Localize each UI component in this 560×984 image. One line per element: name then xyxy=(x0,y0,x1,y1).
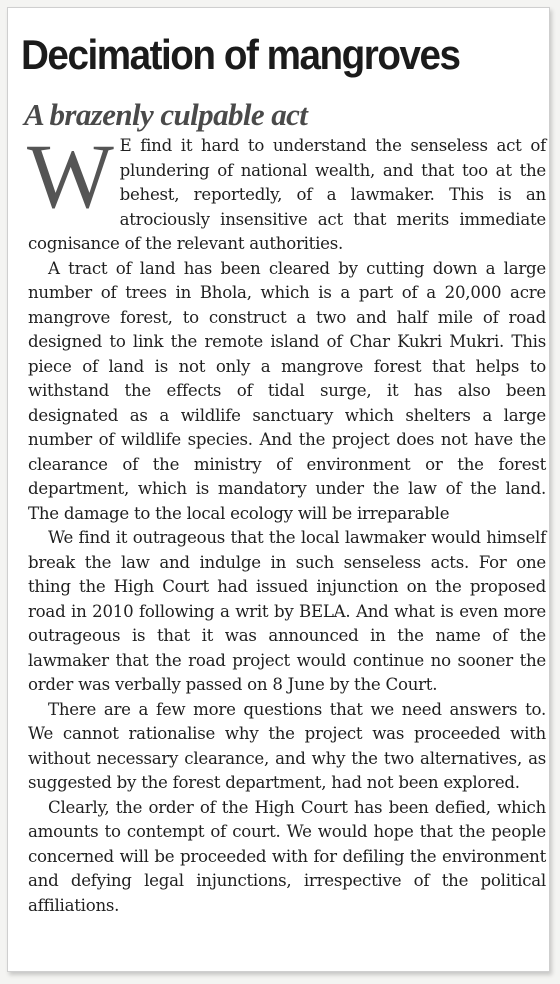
lead-in: E xyxy=(119,136,132,155)
paragraph-1-text: find it hard to understand the senseless act of plundering of national wealth, and that too at the behest, reportedly, of a lawmaker. This is an atrociously insensitive act that merits immediate cognisance of the relevant authorities. xyxy=(28,136,546,253)
headline: Decimation of mangroves xyxy=(21,31,460,78)
drop-cap: W xyxy=(27,125,114,227)
editorial-clipping xyxy=(7,7,550,972)
subheadline: A brazenly culpable act xyxy=(24,97,308,132)
article-body xyxy=(27,125,546,918)
paragraph-5: Clearly, the order of the High Court has been defied, which amounts to contempt of court. We would hope that the people concerned will be proceeded with for defiling the environment and defying legal injunctions, irrespective of the political affiliations. xyxy=(28,797,546,915)
paragraph-4: There are a few more questions that we need answers to. We cannot rationalise why the project was proceeded with without necessary clearance, and why the two alternatives, as suggested by the forest department, had not been explored. xyxy=(28,699,546,792)
paragraph-1 xyxy=(27,125,546,257)
paragraph-3: We find it outrageous that the local lawmaker would himself break the law and indulge in such senseless acts. For one thing the High Court had issued injunction on the proposed road in 2010 following a writ by BELA. And what is even more outrageous is that it was announced in the name of the lawmaker that the road project would continue no sooner the order was verbally passed on 8 June by the Court. xyxy=(28,528,546,694)
paragraph-2: A tract of land has been cleared by cutting down a large number of trees in Bhola, which is a part of a 20,000 acre mangrove forest, to construct a two and half mile of road designed to link the remote island of Char Kukri Mukri. This piece of land is not only a mangrove forest that helps to withstand the effects of tidal surge, it has also been designated as a wildlife sanctuary which shelters a large number of wildlife species. And the project does not have the clearance of the ministry of environment or the forest department, which is mandatory under the law of the land. The damage to the local ecology will be irreparable xyxy=(28,258,546,523)
